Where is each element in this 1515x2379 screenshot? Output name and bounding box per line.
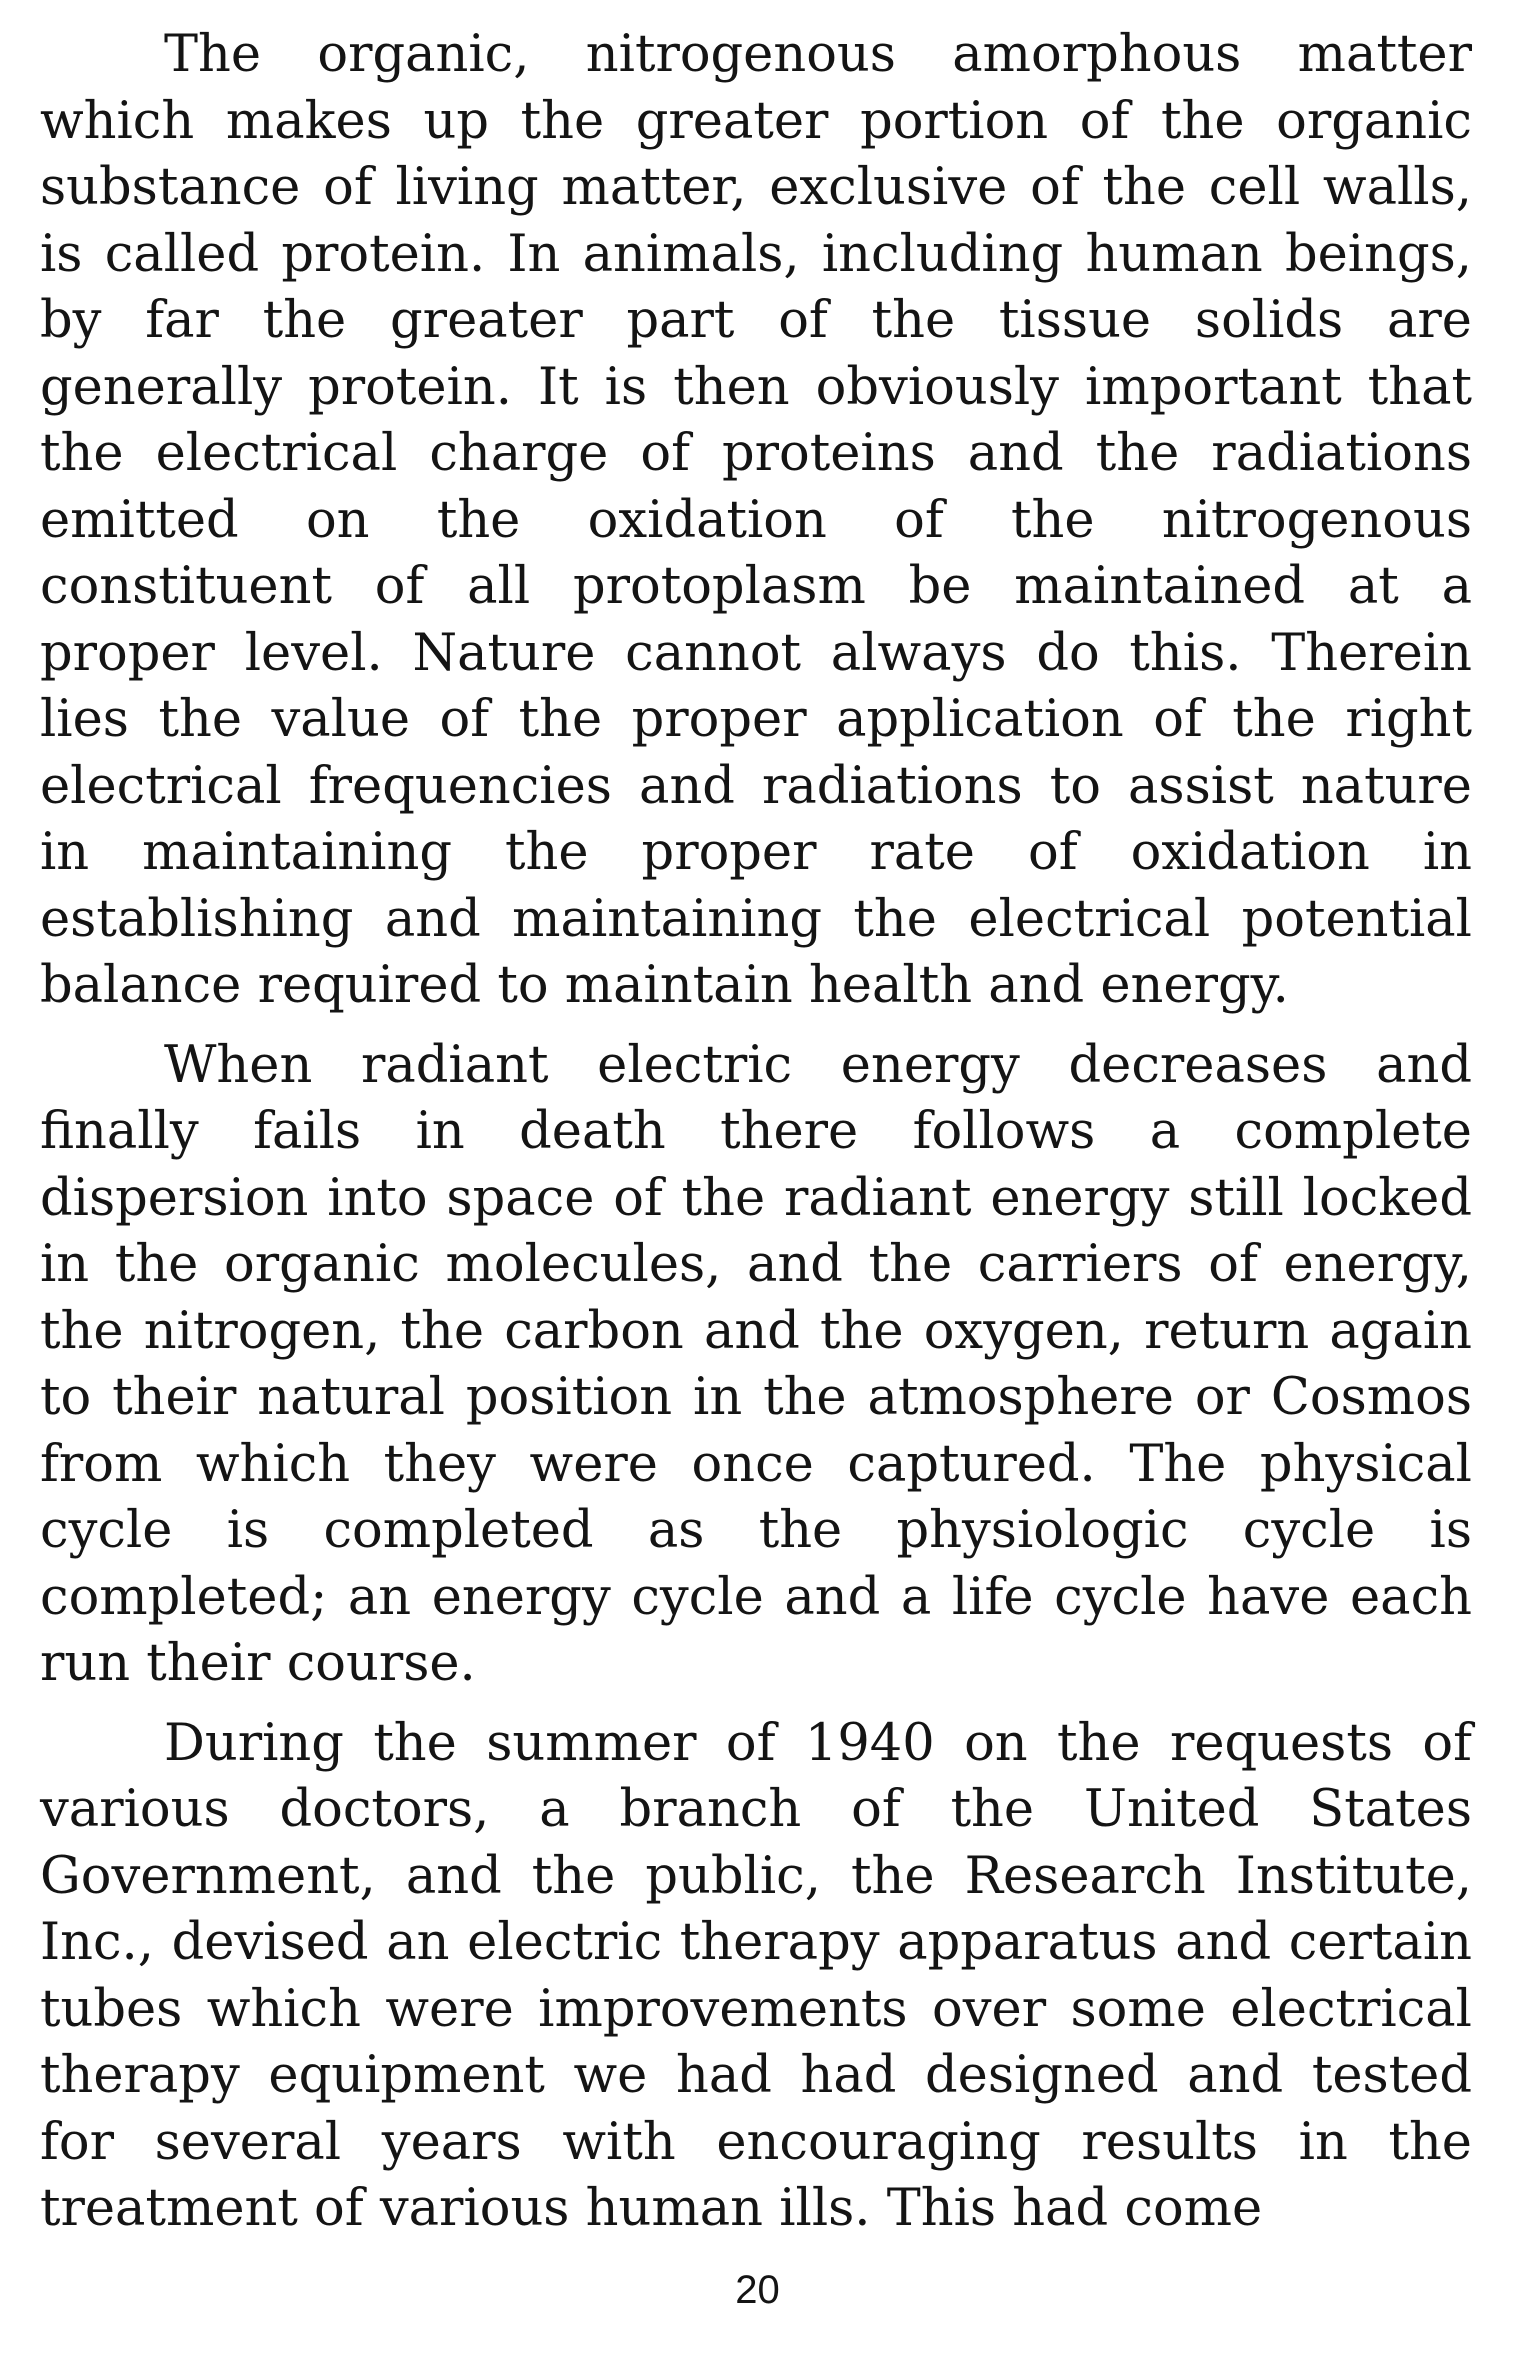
body-text xyxy=(40,22,1472,2243)
paragraph-summer-1940: During the summer of 1940 on the requests of various doctors, a branch of the United States Government, and the public, the Research Institute, Inc., devised an electric therapy apparatus and certain tubes which were improvements over some electrical therapy equipment we had had designed and tested for several years with encouraging results in the treatment of various human ills. This had come xyxy=(40,1713,1472,2238)
paragraph-protein: The organic, nitrogenous amorphous matter which makes up the greater portion of the organic substance of living matter, exclusive of the cell walls, is called protein. In animals, including human beings, by far the greater part of the tissue solids are generally protein. It is then obviously important that the electrical charge of proteins and the radiations emitted on the oxidation of the nitrogenous constituent of all protoplasm be maintained at a proper level. Nature cannot always do this. Therein lies the value of the proper application of the right electrical frequencies and radiations to assist nature in maintaining the proper rate of oxidation in establishing and maintaining the electrical potential balance required to maintain health and energy. xyxy=(40,25,1472,1015)
paragraph-radiant-energy: When radiant electric energy decreases and finally fails in death there follows a complete dispersion into space of the radiant energy still locked in the organic molecules, and the carriers of energy, the nitrogen, the carbon and the oxygen, return again to their natural position in the atmosphere or Cosmos from which they were once captured. The physical cycle is completed as the physiologic cycle is completed; an energy cycle and a life cycle have each run their course. xyxy=(40,1035,1472,1693)
page-number: 20 xyxy=(735,2268,780,2312)
